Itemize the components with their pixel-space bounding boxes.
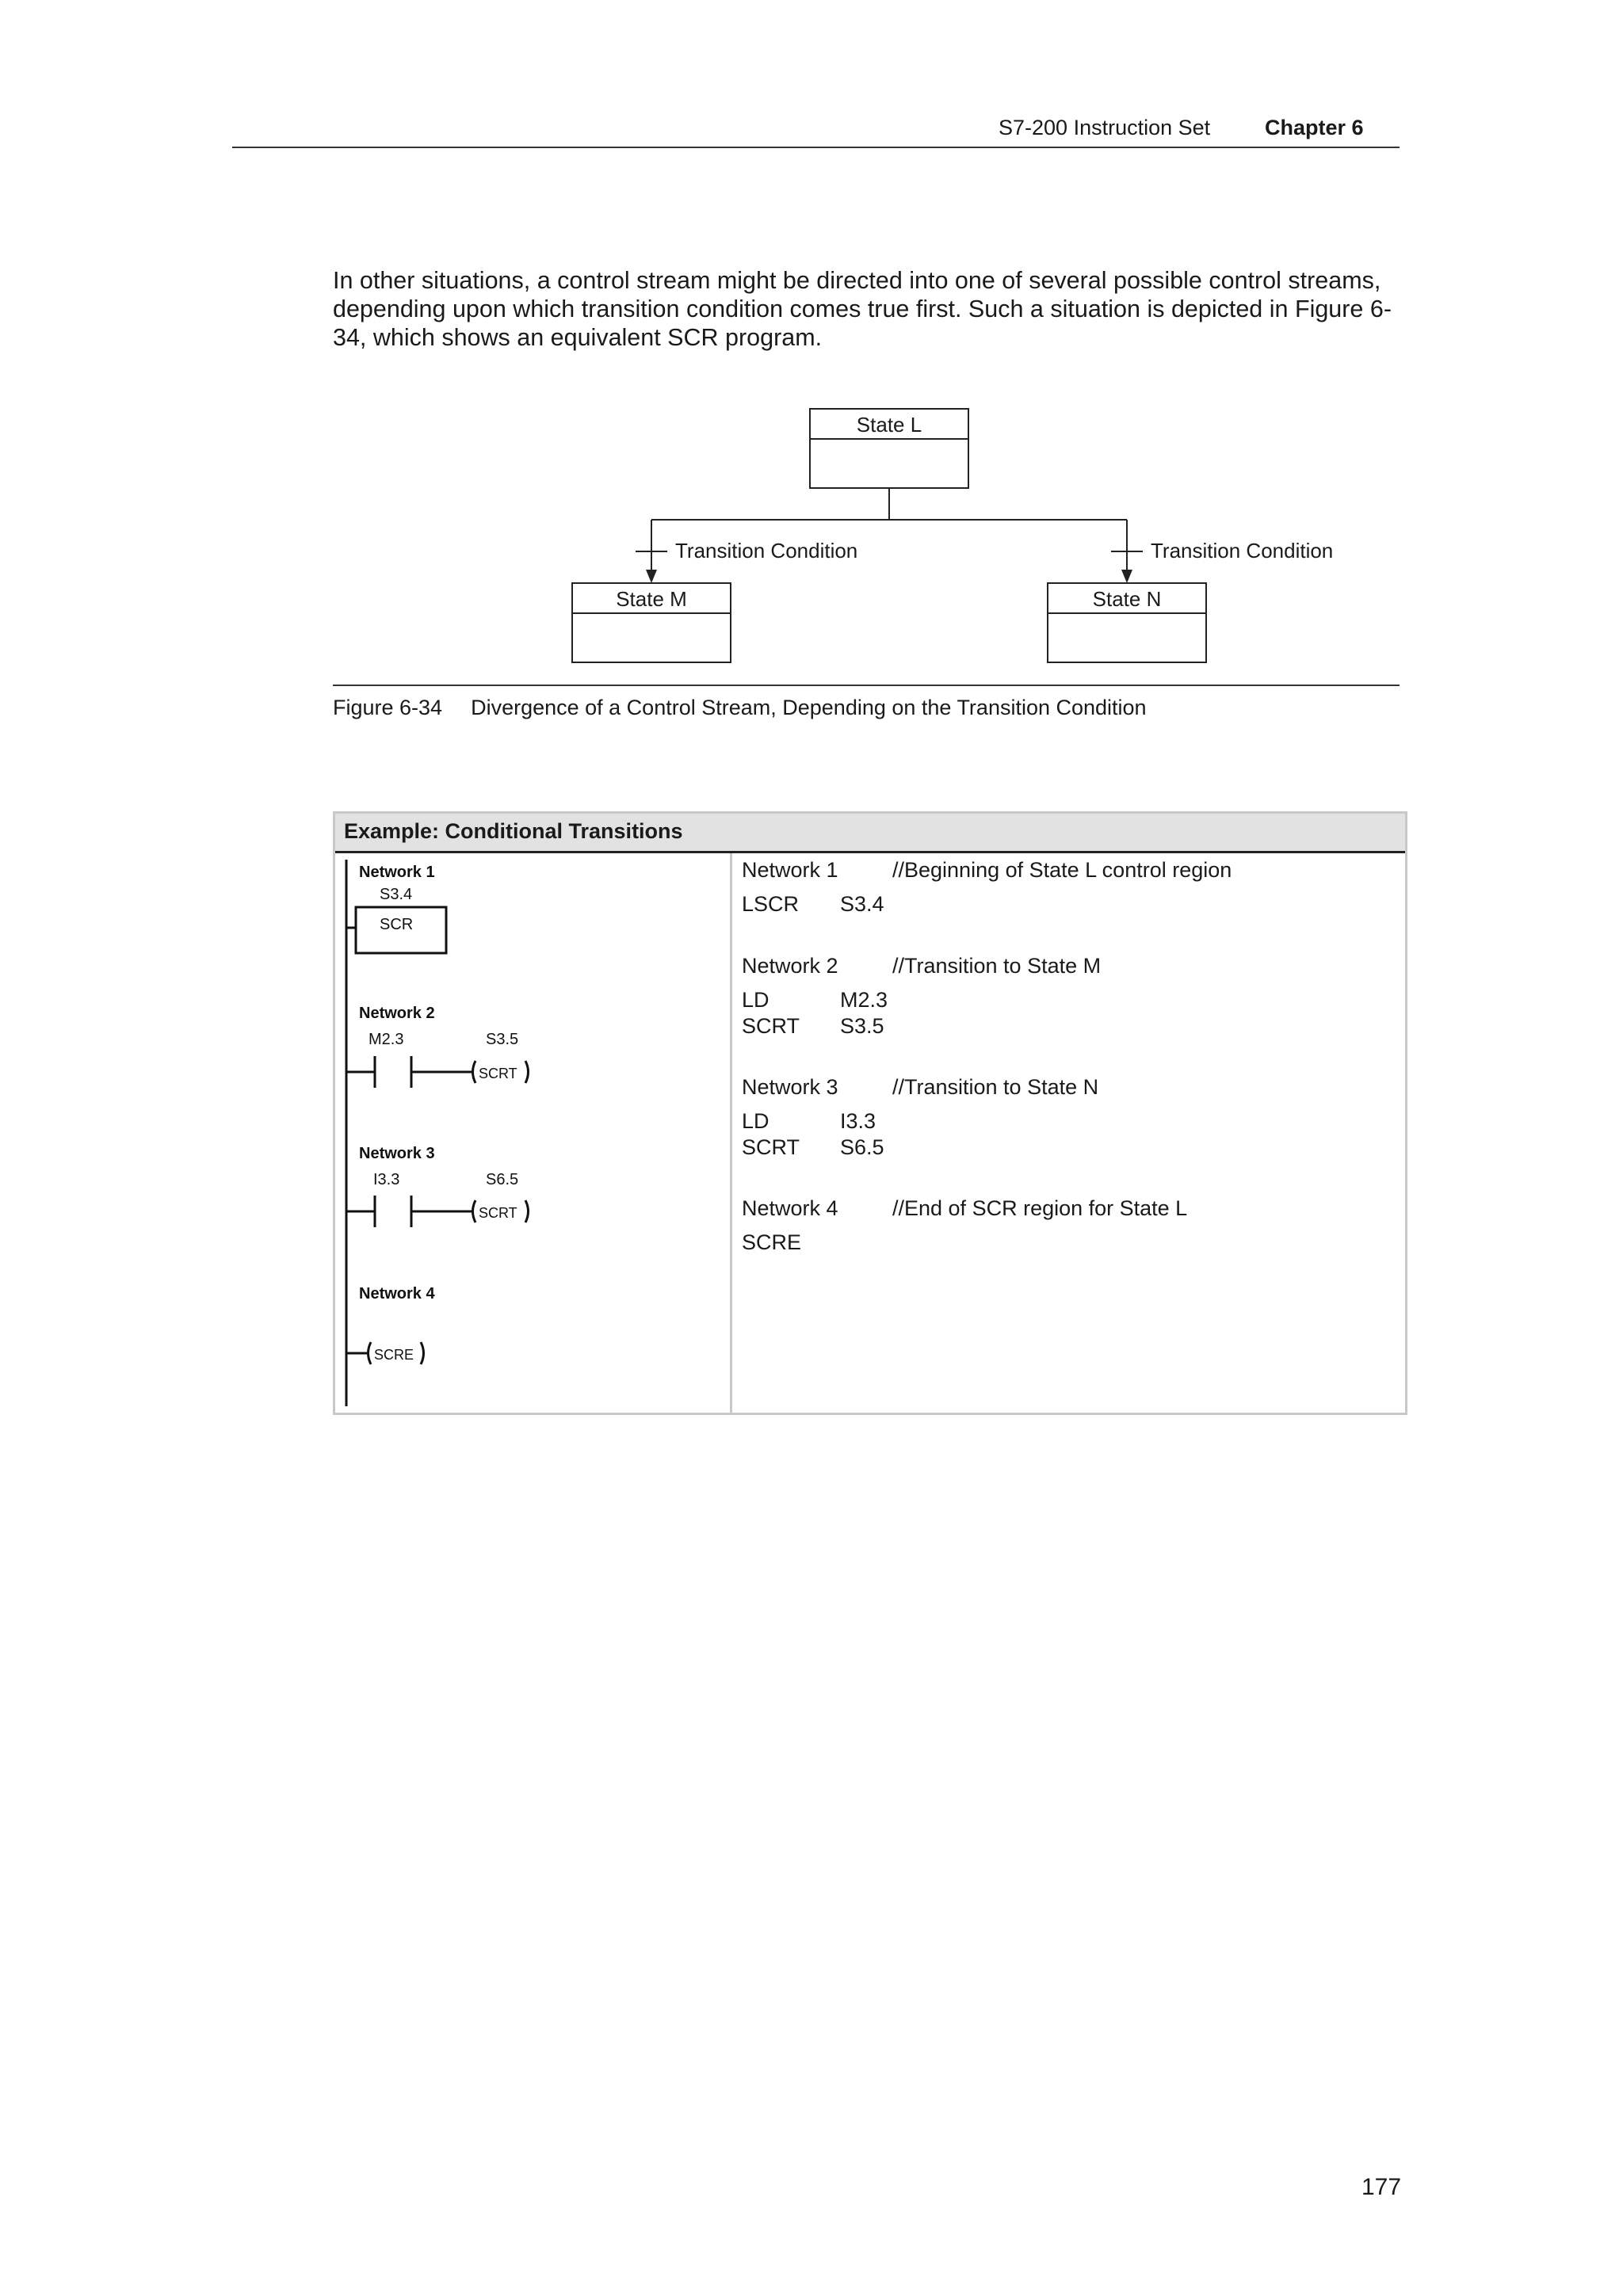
stl-n3-op2: SCRT bbox=[742, 1135, 800, 1159]
divergence-diagram bbox=[555, 396, 1395, 673]
arrow-head-left bbox=[646, 570, 657, 583]
lad-n4-coil-label: SCRE bbox=[374, 1347, 414, 1363]
stl-network-3-label: Network 3 bbox=[742, 1075, 838, 1099]
body-paragraph: In other situations, a control stream might be directed into one of several possible control streams, depending upon which transition condition comes true first. Such a situation is depicted in Figure 6-34, which shows an equivalent SCR program. bbox=[333, 267, 1392, 351]
state-l-label: State L bbox=[856, 413, 922, 437]
transition-label-left: Transition Condition bbox=[675, 539, 858, 563]
lad-n3-coil-label: SCRT bbox=[479, 1205, 517, 1221]
scre-coil bbox=[369, 1342, 372, 1364]
stl-network-1-label: Network 1 bbox=[742, 858, 838, 882]
lad-network-4-label: Network 4 bbox=[359, 1285, 435, 1302]
example-title: Example: Conditional Transitions bbox=[335, 814, 1405, 853]
page-number: 177 bbox=[1361, 2174, 1402, 2200]
scrt-coil-left bbox=[473, 1061, 476, 1083]
state-m-label: State M bbox=[616, 587, 687, 611]
header-rule bbox=[232, 147, 1400, 148]
lad-n3-coil-address: S6.5 bbox=[486, 1171, 519, 1188]
lad-n3-contact: I3.3 bbox=[373, 1171, 400, 1188]
figure-caption bbox=[333, 696, 1147, 720]
figure-caption-text: Divergence of a Control Stream, Depending on the Transition Condition bbox=[471, 696, 1147, 719]
stl-n2-arg1: M2.3 bbox=[840, 988, 888, 1012]
state-n-label: State N bbox=[1092, 587, 1162, 611]
stl-n2-op2: SCRT bbox=[742, 1014, 800, 1038]
ladder-diagram bbox=[335, 853, 727, 1415]
lad-network-1-label: Network 1 bbox=[359, 864, 435, 881]
stl-n2-op1: LD bbox=[742, 988, 769, 1012]
stl-network-3-comment: //Transition to State N bbox=[892, 1075, 1099, 1099]
lad-network-3-label: Network 3 bbox=[359, 1145, 435, 1162]
stl-network-4-comment: //End of SCR region for State L bbox=[892, 1196, 1188, 1220]
figure-rule bbox=[333, 685, 1400, 686]
stl-n1-arg1: S3.4 bbox=[840, 892, 884, 916]
column-divider bbox=[730, 853, 732, 1413]
stl-n3-op1: LD bbox=[742, 1109, 769, 1133]
figure-number: Figure 6-34 bbox=[333, 696, 443, 719]
transition-label-right: Transition Condition bbox=[1151, 539, 1334, 563]
stl-n2-arg2: S3.5 bbox=[840, 1014, 884, 1038]
stl-n3-arg1: I3.3 bbox=[840, 1109, 876, 1133]
stl-network-2-label: Network 2 bbox=[742, 954, 838, 978]
running-header-title: S7-200 Instruction Set bbox=[999, 116, 1211, 139]
lad-n1-address: S3.4 bbox=[380, 886, 413, 903]
stl-network-4-label: Network 4 bbox=[742, 1196, 838, 1220]
running-header-chapter: Chapter 6 bbox=[1265, 116, 1364, 139]
stl-n4-op1: SCRE bbox=[742, 1230, 802, 1254]
scrt-coil-right bbox=[473, 1200, 476, 1222]
lad-n2-contact: M2.3 bbox=[369, 1031, 404, 1048]
arrow-head-right bbox=[1121, 570, 1132, 583]
stl-network-2-comment: //Transition to State M bbox=[892, 954, 1102, 978]
lad-network-2-label: Network 2 bbox=[359, 1005, 435, 1022]
lad-n1-box-label: SCR bbox=[380, 916, 414, 933]
lad-n2-coil-label: SCRT bbox=[479, 1066, 517, 1081]
stl-n3-arg2: S6.5 bbox=[840, 1135, 884, 1159]
stl-n1-op1: LSCR bbox=[742, 892, 800, 916]
example-table bbox=[333, 811, 1407, 1415]
lad-n2-coil-address: S3.5 bbox=[486, 1031, 519, 1048]
stl-network-1-comment: //Beginning of State L control region bbox=[892, 858, 1232, 882]
